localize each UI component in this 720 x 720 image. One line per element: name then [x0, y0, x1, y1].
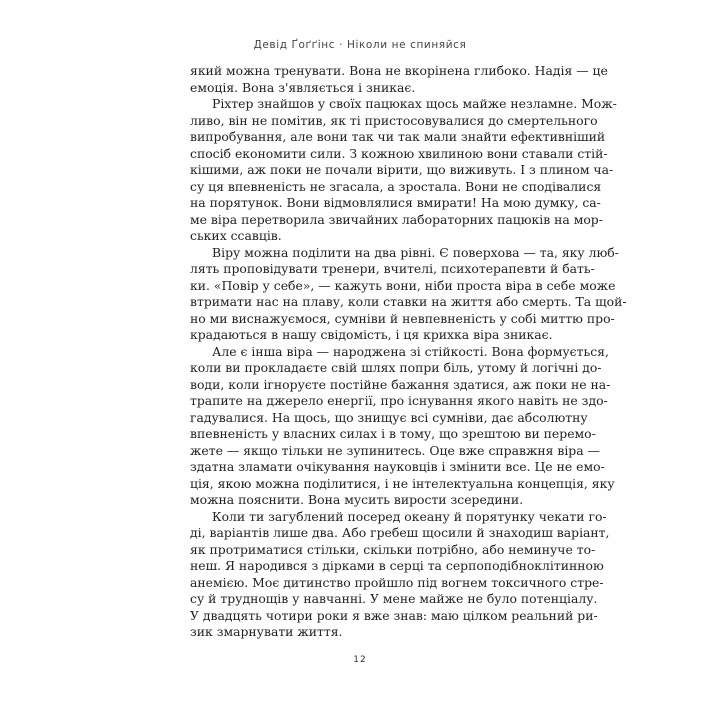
text-line: ливо, він не помітив, як ті пристосовувалися до смертельного — [190, 112, 598, 128]
text-line: на порятунок. Вони відмовлялися вмирати! На мою думку, са- — [190, 195, 601, 210]
text-line: лять проповідувати тренери, вчителі, психотерапевти й бать- — [190, 261, 595, 276]
text-line: Віру можна поділити на два рівні. Є поверхова — та, яку люб- — [212, 244, 619, 260]
text-line: коли ви прокладаєте свій шлях попри біль, утому й логічні до- — [190, 360, 602, 375]
text-line: спосіб економити сили. З кожною хвилиною вони ставали стій- — [190, 145, 608, 161]
text-line: як протриматися стільки, скільки потрібно, або неминуче то- — [190, 541, 596, 557]
text-line: су й труднощів у навчанні. У мене майже не було потенціалу. — [190, 591, 598, 606]
text-line: жете — якщо тільки не зупинитесь. Оце вже справжня віра — — [190, 442, 600, 458]
text-line: можна пояснити. Вона мусить вирости зсередини. — [190, 492, 524, 507]
text-line: ки. «Повір у себе», — кажуть вони, ніби проста віра в себе може — [190, 277, 616, 293]
text-line: випробування, але вони так чи так мали знайти ефективніший — [190, 129, 606, 144]
text-line: ді, варіантів лише два. Або гребеш щосили й знаходиш варіант, — [190, 525, 610, 540]
text-line: крадаються в нашу свідомість, і ця крихка віра зникає. — [190, 327, 553, 342]
text-line: води, коли ігноруєте постійне бажання здатися, аж поки не на- — [190, 376, 611, 392]
text-line: кішими, аж поки не почали вірити, що виживуть. І з плином ча- — [190, 162, 614, 177]
text-line: су ця впевненість не згасала, а зростала. Вони не сподівалися — [190, 178, 602, 194]
text-line: Ріхтер знайшов у своїх пацюках щось майже незламне. Мож- — [212, 96, 617, 111]
text-line: ме віра перетворила звичайних лабораторних пацюків на мор- — [190, 211, 603, 227]
text-line: трапите на джерело енергії, про існування якого навіть не здо- — [190, 393, 608, 408]
text-line: ція, якою можна поділитися, і не інтелектуальна концепція, яку — [190, 475, 615, 491]
text-line: неш. Я народився з дірками в серці та серпоподібноклітинною — [190, 558, 604, 573]
text-line: Але є інша віра — народжена зі стійкості. Вона формується, — [212, 343, 609, 359]
text-line: ських ссавців. — [190, 228, 282, 243]
text-line: впевненість у власних силах і в тому, що зрештою ви перемо- — [190, 426, 596, 441]
text-line: анемією. Моє дитинство пройшло під вогнем токсичного стре- — [190, 574, 604, 590]
body-text — [190, 63, 627, 641]
text-line: емоція. Вона з'являється і зникає. — [190, 79, 416, 95]
text-line: Коли ти загублений посеред океану й порятунку чекати го- — [212, 508, 607, 524]
text-line: втримати нас на плаву, коли ставки на життя або смерть. Та щой- — [190, 294, 627, 309]
text-line: зик змарнувати життя. — [190, 624, 343, 639]
text-line: У двадцять чотири роки я вже знав: маю цілком реальний ри- — [190, 607, 598, 623]
text-line: здатна зламати очікування науковців і змінити все. Це не емо- — [190, 459, 605, 474]
text-line: но ми виснажуємося, сумніви й невпевненість у собі миттю про- — [190, 310, 615, 326]
page-number: 12 — [353, 655, 367, 665]
text-line: гадувалися. На щось, що знищує всі сумніви, дає абсолютну — [190, 409, 588, 425]
running-header: Девід Ґоґґінс · Ніколи не спиняйся — [253, 39, 467, 51]
text-line: який можна тренувати. Вона не вкорінена глибоко. Надія — це — [190, 63, 608, 78]
